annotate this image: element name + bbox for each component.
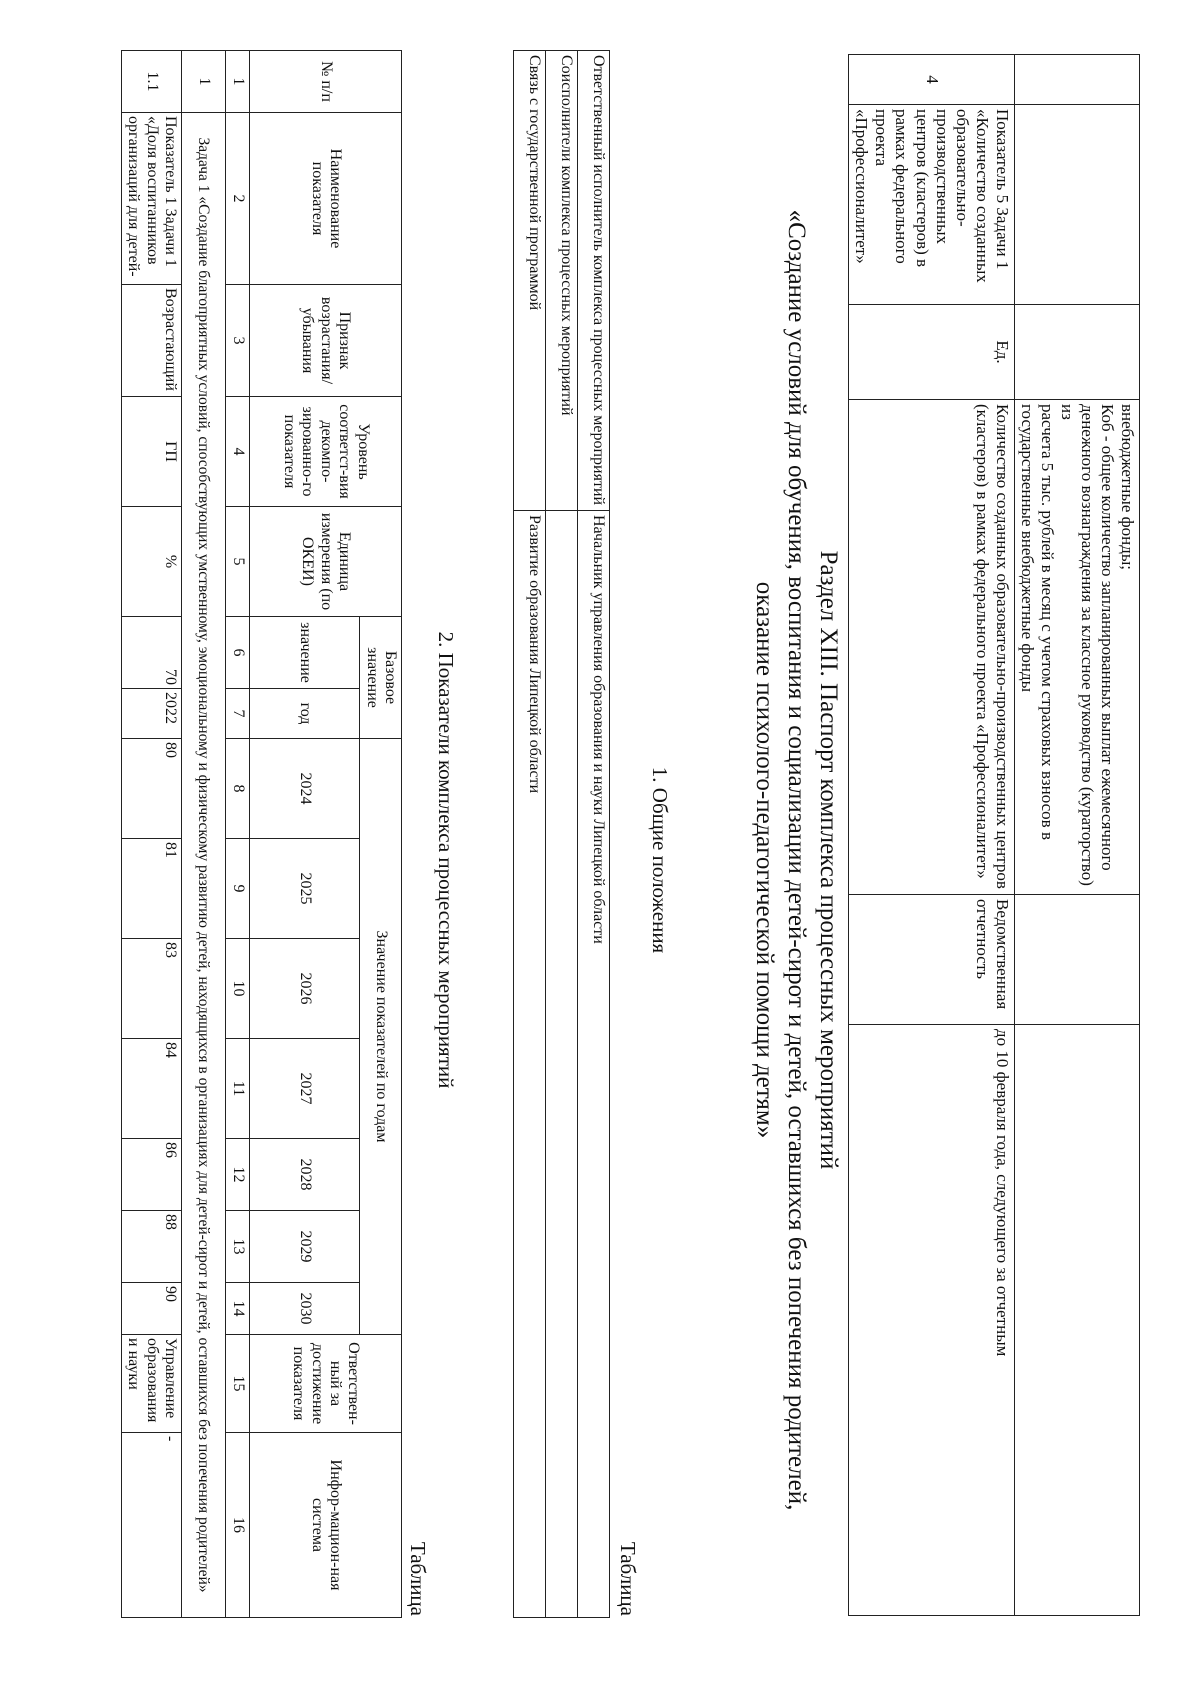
col-header-year: 2027: [250, 1039, 360, 1139]
task-number: 1: [182, 51, 226, 113]
col-number: 3: [226, 285, 250, 397]
column-number-row: [226, 51, 250, 1618]
row-number: 1.1: [122, 51, 182, 113]
col-number: 6: [226, 617, 250, 689]
deadline: до 10 февраля года, следующего за отчетным: [849, 1025, 1014, 1616]
row-value: Начальник управления образования и науки Липецкой области: [578, 511, 610, 1618]
col-header-name: Наименование показателя: [250, 113, 402, 285]
year-value: 81: [122, 839, 182, 939]
col-number: 8: [226, 739, 250, 839]
table-row: [1014, 55, 1139, 1616]
col-number: 16: [226, 1433, 250, 1618]
indicator-name: Показатель 1 Задачи 1 «Доля воспитанников организаций для детей-: [122, 113, 182, 285]
table-row: [578, 51, 610, 1618]
header-row: [360, 51, 402, 1618]
col-number: 11: [226, 1039, 250, 1139]
section-title: Раздел XIII. Паспорт комплекса процессных мероприятий: [815, 550, 842, 1170]
row-value: Развитие образования Липецкой области: [514, 511, 546, 1618]
general-heading: 1. Общие положения: [648, 766, 672, 954]
year-value: 83: [122, 939, 182, 1039]
col-header-base-value: значение: [250, 617, 360, 689]
col-header-num: № п/п: [250, 51, 402, 113]
col-header-responsible: Ответствен-ный за достижение показателя: [250, 1335, 402, 1433]
general-provisions-table: [513, 50, 610, 1618]
indicator-unit: %: [122, 507, 182, 617]
col-number: 2: [226, 113, 250, 285]
col-header-year: 2025: [250, 839, 360, 939]
col-number: 12: [226, 1139, 250, 1211]
col-number: 14: [226, 1283, 250, 1335]
col-number: 13: [226, 1211, 250, 1283]
row-label: Ответственный исполнитель комплекса процессных мероприятий: [578, 51, 610, 511]
col-header-values-by-year: Значение показателей по годам: [360, 739, 402, 1335]
task-text: Задача 1 «Создание благоприятных условий, способствующих умственному, эмоциональному и физическому развитию детей, находящихся в организациях для детей-сирот и детей, оставшихся без попечения родителей»: [182, 113, 226, 1618]
row-label: Соисполнители комплекса процессных мероприятий: [546, 51, 578, 511]
row-value: [546, 511, 578, 1618]
row-label: Связь с государственной программой: [514, 51, 546, 511]
indicator-level: ГП: [122, 397, 182, 507]
col-header-level: Уровень соответст-вия декомпо-зированно-го показателя: [250, 397, 402, 507]
unit: Ед.: [849, 305, 1014, 400]
col-header-base: Базовое значение: [360, 617, 402, 739]
col-number: 9: [226, 839, 250, 939]
base-year: 2022: [122, 689, 182, 739]
col-header-unit: Единица измерения (по ОКЕИ): [250, 507, 402, 617]
col-number: 7: [226, 689, 250, 739]
responsible: Управление образования и науки: [122, 1335, 182, 1433]
col-header-year: 2026: [250, 939, 360, 1039]
table-label: Таблица: [616, 1541, 640, 1616]
indicator-definition: Количество созданных образовательно-производственных центров (кластеров) в рамках федерального проекта «Профессионалитет»: [849, 400, 1014, 895]
col-number: 4: [226, 397, 250, 507]
info-system: -: [122, 1433, 182, 1618]
col-number: 5: [226, 507, 250, 617]
table-row: [546, 51, 578, 1618]
year-value: 80: [122, 739, 182, 839]
table-row: [514, 51, 546, 1618]
indicators-heading: 2. Показатели комплекса процессных мероприятий: [434, 631, 458, 1089]
col-header-trend: Признак возрастания/ убывания: [250, 285, 402, 397]
section-subtitle-2: оказание психолого-педагогической помощи детям»: [751, 581, 778, 1139]
section-subtitle: «Создание условий для обучения, воспитания и социализации детей-сирот и детей, оставшихся без попечения родителей,: [783, 209, 810, 1511]
table-label: Таблица: [406, 1541, 430, 1616]
table-row: [122, 51, 182, 1618]
col-header-year: 2030: [250, 1283, 360, 1335]
base-value: 70: [122, 617, 182, 689]
col-number: 15: [226, 1335, 250, 1433]
definition-cell: внебюджетные фонды; Коб - общее количество запланированных выплат ежемесячного денежного вознаграждения за классное руководство (кураторство) из расчета 5 тыс. рублей в месяц с учетом страховых взносов в государственные внебюджетные фонды: [1014, 400, 1139, 895]
col-header-year: 2024: [250, 739, 360, 839]
col-header-base-year: год: [250, 689, 360, 739]
col-number: 1: [226, 51, 250, 113]
year-value: 90: [122, 1283, 182, 1335]
table-row: [849, 55, 1014, 1616]
year-value: 86: [122, 1139, 182, 1211]
document-page: [60, 50, 1140, 1670]
col-number: 10: [226, 939, 250, 1039]
col-header-year: 2029: [250, 1211, 360, 1283]
col-header-info-system: Инфор-мацион-ная система: [250, 1433, 402, 1618]
col-header-year: 2028: [250, 1139, 360, 1211]
indicator-name: Показатель 5 Задачи 1 «Количество созданных образовательно-производственных центров (кластеров) в рамках федерального проекта «Профессионалитет»: [849, 105, 1014, 305]
indicator-method-table: [848, 54, 1140, 1616]
year-value: 84: [122, 1039, 182, 1139]
indicators-table: [121, 50, 402, 1618]
indicator-trend: Возрастающий: [122, 285, 182, 397]
task-row: [182, 51, 226, 1618]
row-number: 4: [849, 55, 1014, 105]
year-value: 88: [122, 1211, 182, 1283]
data-source: Ведомственная отчетность: [849, 895, 1014, 1025]
